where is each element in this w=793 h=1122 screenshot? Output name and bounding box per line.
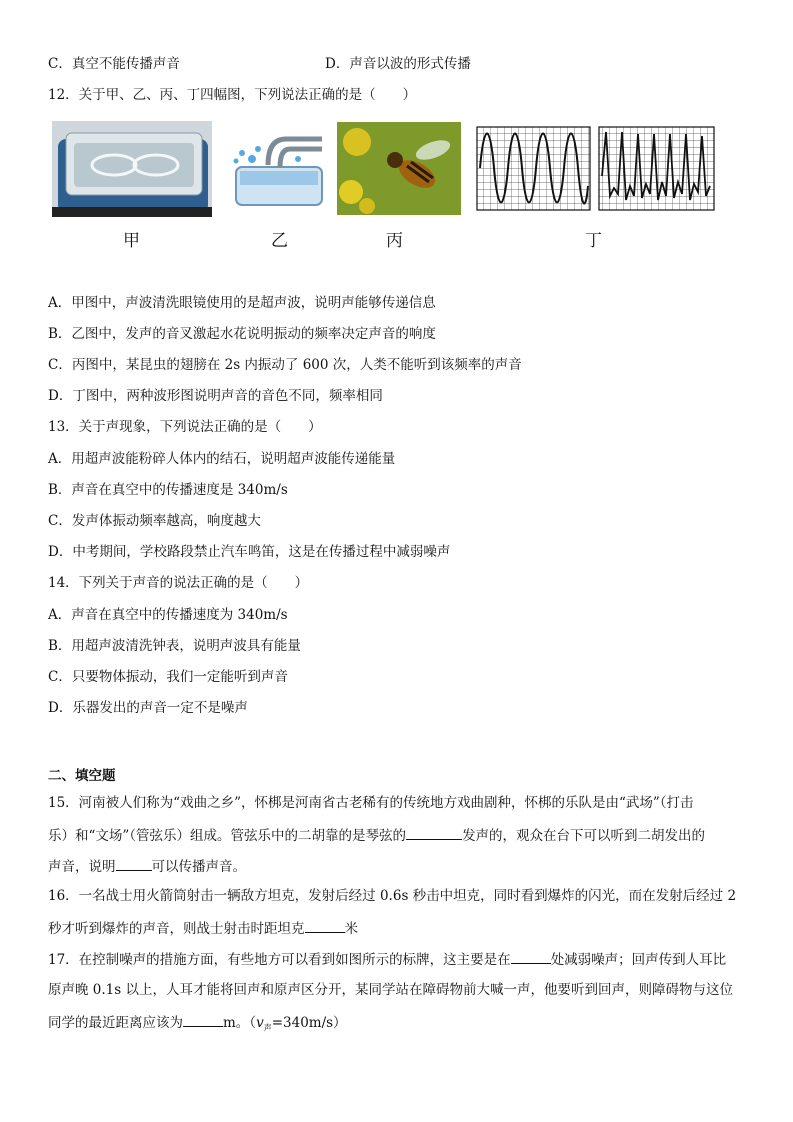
tuning-fork-figure <box>228 131 332 209</box>
q17-line-1b: 处减弱噪声；回声传到人耳比 <box>550 952 727 968</box>
q14-option-b: B．用超声波清洗钟表，说明声波具有能量 <box>48 638 301 654</box>
q12-option-c: C．丙图中，某昆虫的翅膀在 2s 内振动了 600 次，人类不能听到该频率的声音 <box>48 357 522 373</box>
q15-line-3a: 声音，说明 <box>48 859 116 875</box>
q16-line-2b: 米 <box>344 921 358 937</box>
q16-line-2a: 秒才听到爆炸的声音，则战士射击时距坦克 <box>48 921 305 937</box>
q12-stem: 12．关于甲、乙、丙、丁四幅图，下列说法正确的是（ ） <box>48 87 417 103</box>
q14-option-c: C．只要物体振动，我们一定能听到声音 <box>48 669 288 685</box>
q12-option-a: A．甲图中，声波清洗眼镜使用的是超声波，说明声能够传递信息 <box>48 295 436 311</box>
velocity-subscript: 声 <box>263 1023 272 1033</box>
caption-jia: 甲 <box>123 231 140 251</box>
ultrasonic-cleaner-figure <box>52 121 212 217</box>
q15-line-3b: 可以传播声音。 <box>151 859 246 875</box>
q17-blank-1[interactable] <box>511 949 551 964</box>
q14-stem: 14．下列关于声音的说法正确的是（ ） <box>48 575 309 591</box>
q13-option-c: C．发声体振动频率越高，响度越大 <box>48 513 261 529</box>
q17-line-2: 原声晚 0.1s 以上，人耳才能将回声和原声区分开，某同学站在障碍物前大喊一声，他要听到回声，则障碍物与这位 <box>48 982 733 998</box>
q11-option-d: D．声音以波的形式传播 <box>325 56 471 72</box>
q17-line-1a: 17．在控制噪声的措施方面，有些地方可以看到如图所示的标牌，这主要是在 <box>48 952 511 968</box>
q17-line-1 <box>48 949 726 969</box>
q17-line-3b: m。（ <box>223 1015 257 1031</box>
bee-figure <box>337 122 461 215</box>
q15-line-2a: 乐）和“文场”（管弦乐）组成。管弦乐中的二胡靠的是琴弦的 <box>48 828 407 844</box>
q16-line-2 <box>48 918 358 938</box>
q14-option-a: A．声音在真空中的传播速度为 340m/s <box>48 607 288 623</box>
q15-line-3 <box>48 856 246 876</box>
q13-stem: 13．关于声现象，下列说法正确的是（ ） <box>48 419 322 435</box>
q13-option-a: A．用超声波能粉碎人体内的结石，说明超声波能传递能量 <box>48 451 396 467</box>
q17-blank-2[interactable] <box>183 1012 223 1027</box>
waveform-figure <box>476 126 716 212</box>
q14-option-d: D．乐器发出的声音一定不是噪声 <box>48 700 248 716</box>
q17-line-3c: =340m/s） <box>271 1015 347 1031</box>
q17-line-3a: 同学的最近距离应该为 <box>48 1015 183 1031</box>
q12-option-b: B．乙图中，发声的音叉激起水花说明振动的频率决定声音的响度 <box>48 326 436 342</box>
q16-blank[interactable] <box>305 918 345 933</box>
caption-bing: 丙 <box>386 231 403 251</box>
q15-blank-2[interactable] <box>116 856 152 871</box>
section-title-fill-in: 二、填空题 <box>48 768 116 784</box>
q15-blank-1[interactable] <box>406 825 462 840</box>
q16-line-1: 16．一名战士用火箭筒射击一辆敌方坦克，发射后经过 0.6s 秒击中坦克，同时看到爆炸的闪光，而在发射后经过 2 <box>48 888 737 904</box>
q13-option-b: B．声音在真空中的传播速度是 340m/s <box>48 482 288 498</box>
velocity-symbol: v <box>256 1015 264 1031</box>
q15-line-1: 15．河南被人们称为“戏曲之乡”，怀梆是河南省古老稀有的传统地方戏曲剧种，怀梆的乐队是由“武场”（打击 <box>48 795 694 811</box>
caption-yi: 乙 <box>271 231 288 251</box>
q17-line-3 <box>48 1012 347 1038</box>
q13-option-d: D．中考期间，学校路段禁止汽车鸣笛，这是在传播过程中减弱噪声 <box>48 544 451 560</box>
q12-option-d: D．丁图中，两种波形图说明声音的音色不同，频率相同 <box>48 388 383 404</box>
q15-line-2b: 发声的，观众在台下可以听到二胡发出的 <box>462 828 706 844</box>
q11-option-c: C．真空不能传播声音 <box>48 56 180 72</box>
q15-line-2 <box>48 825 705 845</box>
caption-ding: 丁 <box>585 231 602 251</box>
